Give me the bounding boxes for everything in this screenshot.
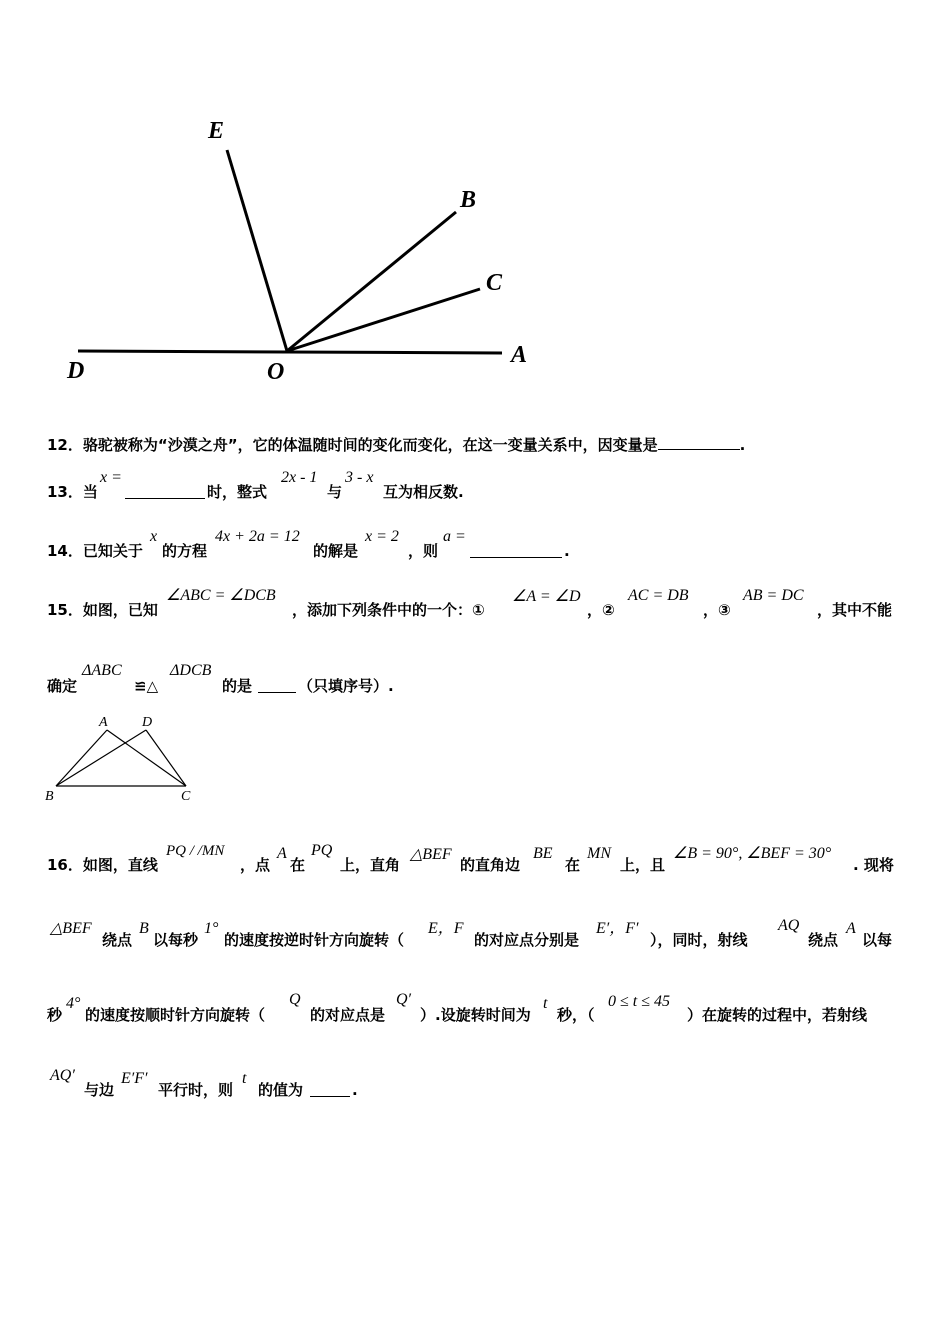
q15-math-c2: AC = DB [628,587,689,604]
q16-l3-m4: t [543,995,548,1012]
q14-answer-blank [470,543,562,558]
q13-part2: 时，整式 [207,483,268,501]
q13-part3: 与 [327,483,343,501]
q14-part4: ，则 [408,542,439,560]
q12-text: 12．骆驼被称为“沙漠之舟”，它的体温随时间的变化而变化，在这一变量关系中，因变量是 [47,436,658,454]
q16-l3-part4: ）.设旋转时间为 [420,1006,531,1024]
q16-l3-part6: ）在旋转的过程中，若射线 [687,1006,868,1024]
q15-math-t1: ΔABC [82,662,122,679]
q16-l4-m1: AQ′ [50,1067,75,1084]
q15-part4: ，③ [703,601,731,619]
q12-answer-blank [658,435,740,450]
label-E: E [208,118,225,144]
ray-OC [287,289,480,351]
q16-l2-m6: AQ [778,917,800,934]
segment-DC [146,730,186,786]
q15-part1: 15．如图，已知 [47,601,158,619]
q16-l4-part2: 平行时，则 [158,1081,234,1099]
q13-part1: 13．当 [47,483,98,501]
q16-l2-part5: ），同时，射线 [650,931,748,949]
triangle-figure [40,712,210,807]
q16-l2-part6: 绕点 [808,931,839,949]
q13-math-expr2: 3 - x [345,469,374,486]
q14-part1: 14．已知关于 [47,542,143,560]
label-C: C [486,270,503,296]
q14-math-sol: x = 2 [365,528,399,545]
q14-end: . [564,542,570,560]
q16-l1-part2: ，点 [240,856,271,874]
q16-l1-m1: PQ / /MN [166,843,225,859]
q16-l4-part1: 与边 [84,1081,115,1099]
label-O: O [267,359,285,385]
q15-part3: ，② [587,601,615,619]
q16-l2-part1: 绕点 [102,931,133,949]
q16-answer-blank [310,1082,350,1097]
q16-l1-part4: 上，直角 [340,856,401,874]
segment-DB [56,730,146,786]
q16-l2-m1: △BEF [50,920,92,937]
q13-math-expr1: 2x - 1 [281,469,318,486]
q12-end: . [739,436,746,454]
q16-l3-m5: 0 ≤ t ≤ 45 [608,993,671,1010]
q16-l3-part5: 秒，（ [557,1006,595,1024]
q16-l3-m3: Q′ [396,991,412,1008]
q15-math-c1: ∠A = ∠D [512,588,581,605]
q16-l2-part3: 的速度按逆时针方向旋转（ [224,931,405,949]
ray-OB [287,212,456,351]
q16-l1-m7: ∠B = 90°, ∠BEF = 30° [673,845,832,862]
q16-l2-part4: 的对应点分别是 [474,931,580,949]
q16-l3-m1: 4° [66,995,81,1012]
q16-l2-m3: 1° [204,920,219,937]
segment-AB [56,730,107,786]
label-A: A [511,342,528,368]
label-B: B [460,187,477,213]
label-D: D [67,358,85,384]
q16-l2-part2: 以每秒 [153,931,199,949]
label-A2: A [99,715,108,730]
q13-math-x: x = [100,469,122,486]
q16-l1-m2: A [277,845,287,862]
q16-l1-part1: 16．如图，直线 [47,856,158,874]
q16-l1-part7: 上，且 [620,856,666,874]
q16-l2-m2: B [139,920,149,937]
q16-l3-part1: 秒 [47,1006,63,1024]
q15-line2-part2: ≌△ [134,677,159,695]
q15-answer-blank [258,678,296,693]
q16-l1-m5: BE [533,845,553,862]
q15-part2: ，添加下列条件中的一个：① [292,601,485,619]
q16-l1-m4: △BEF [410,846,452,863]
q15-line2-part3: 的是 [222,677,253,695]
q16-l1-m6: MN [587,845,611,862]
q15-line2-part1: 确定 [47,677,78,695]
q14-math-a: a = [443,528,466,545]
q13-answer-blank [125,484,205,499]
q14-part2: 的方程 [162,542,208,560]
q16-l1-part5: 的直角边 [460,856,521,874]
q15-line2-end: （只填序号）. [298,677,394,695]
q16-l2-m4: E，F [428,920,464,937]
label-D2: D [142,715,153,730]
q16-l1-m3: PQ [311,842,333,859]
q14-math-eq: 4x + 2a = 12 [215,528,300,545]
segment-AC [107,730,186,786]
q15-math-c3: AB = DC [743,587,804,604]
q14-part3: 的解是 [313,542,359,560]
q16-l4-part3: 的值为 [258,1081,304,1099]
line-DA [78,351,502,353]
angle-figure [60,110,540,390]
q16-l2-m7: A [846,920,856,937]
ray-OE [227,150,287,351]
q16-l4-m3: t [242,1070,247,1087]
q16-l3-m2: Q [289,991,301,1008]
q16-l1-part6: 在 [565,856,581,874]
q16-l3-part2: 的速度按顺时针方向旋转（ [85,1006,266,1024]
question-12 [47,435,745,455]
q16-l4-end: . [352,1081,358,1099]
q15-part5: ，其中不能 [817,601,893,619]
label-C2: C [181,789,191,804]
label-B2: B [45,789,54,804]
q16-l2-m5: E′，F′ [596,920,639,937]
q14-math-x: x [150,528,158,545]
q16-l2-part7: 以每 [862,931,893,949]
q15-math-t2: ΔDCB [170,662,212,679]
q16-l1-part8: . 现将 [853,856,894,874]
q16-l3-part3: 的对应点是 [310,1006,386,1024]
q13-part4: 互为相反数. [383,483,464,501]
q16-l4-m2: E′F′ [121,1070,148,1087]
q15-math-given: ∠ABC = ∠DCB [166,587,276,604]
q16-l1-part3: 在 [290,856,306,874]
